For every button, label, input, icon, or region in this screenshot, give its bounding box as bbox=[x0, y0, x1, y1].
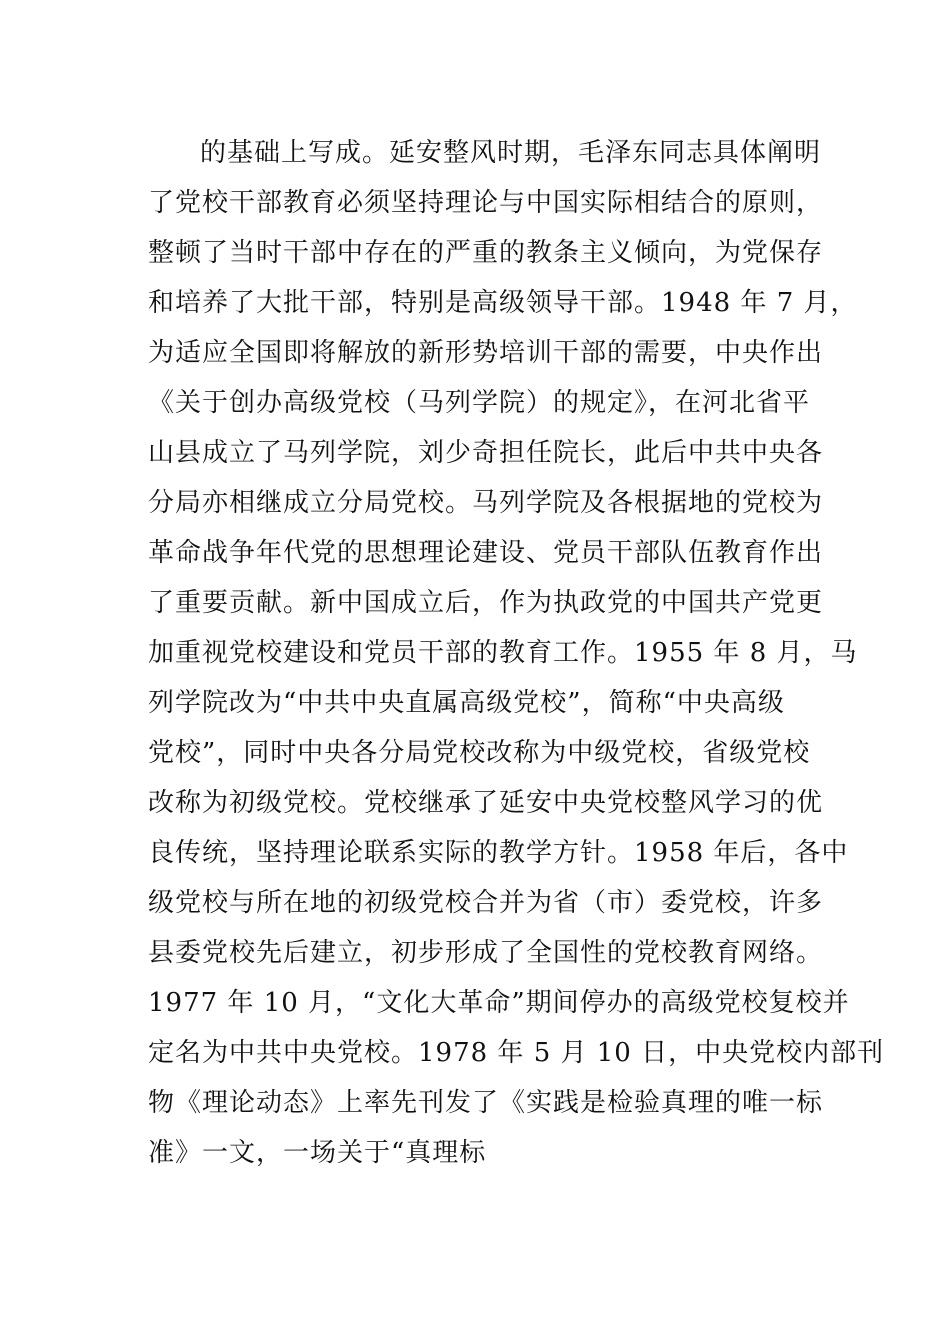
text-line: 级党校与所在地的初级党校合并为省（市）委党校，许多 bbox=[148, 888, 824, 918]
text-line: 了党校干部教育必须坚持理论与中国实际相结合的原则， bbox=[148, 188, 824, 218]
text-line: 列学院改为“中共中央直属高级党校”，简称“中央高级 bbox=[148, 688, 785, 718]
body-paragraph bbox=[148, 128, 885, 1178]
text-line: 整顿了当时干部中存在的严重的教条主义倾向，为党保存 bbox=[148, 238, 824, 268]
text-line: 定名为中共中央党校。1978 年 5 月 10 日，中央党校内部刊 bbox=[148, 1038, 885, 1068]
text-line: 了重要贡献。新中国成立后，作为执政党的中国共产党更 bbox=[148, 588, 824, 618]
text-line: 良传统，坚持理论联系实际的教学方针。1958 年后，各中 bbox=[148, 838, 849, 868]
text-line: 革命战争年代党的思想理论建设、党员干部队伍教育作出 bbox=[148, 538, 824, 568]
text-line: 分局亦相继成立分局党校。马列学院及各根据地的党校为 bbox=[148, 488, 824, 518]
text-line: 1977 年 10 月，“文化大革命”期间停办的高级党校复校并 bbox=[148, 988, 850, 1018]
text-line: 党校”，同时中央各分局党校改称为中级党校，省级党校 bbox=[148, 738, 811, 768]
text-line: 的基础上写成。延安整风时期，毛泽东同志具体阐明 bbox=[200, 138, 822, 168]
text-line: 山县成立了马列学院，刘少奇担任院长，此后中共中央各 bbox=[148, 438, 824, 468]
text-line: 县委党校先后建立，初步形成了全国性的党校教育网络。 bbox=[148, 938, 824, 968]
text-line: 《关于创办高级党校（马列学院）的规定》，在河北省平 bbox=[148, 388, 811, 418]
text-line: 物《理论动态》上率先刊发了《实践是检验真理的唯一标 bbox=[148, 1088, 824, 1118]
text-line: 为适应全国即将解放的新形势培训干部的需要，中央作出 bbox=[148, 338, 824, 368]
text-line: 加重视党校建设和党员干部的教育工作。1955 年 8 月，马 bbox=[148, 638, 858, 668]
text-line: 改称为初级党校。党校继承了延安中央党校整风学习的优 bbox=[148, 788, 824, 818]
text-line: 和培养了大批干部，特别是高级领导干部。1948 年 7 月， bbox=[148, 288, 858, 318]
text-line: 准》一文，一场关于“真理标 bbox=[148, 1138, 487, 1168]
